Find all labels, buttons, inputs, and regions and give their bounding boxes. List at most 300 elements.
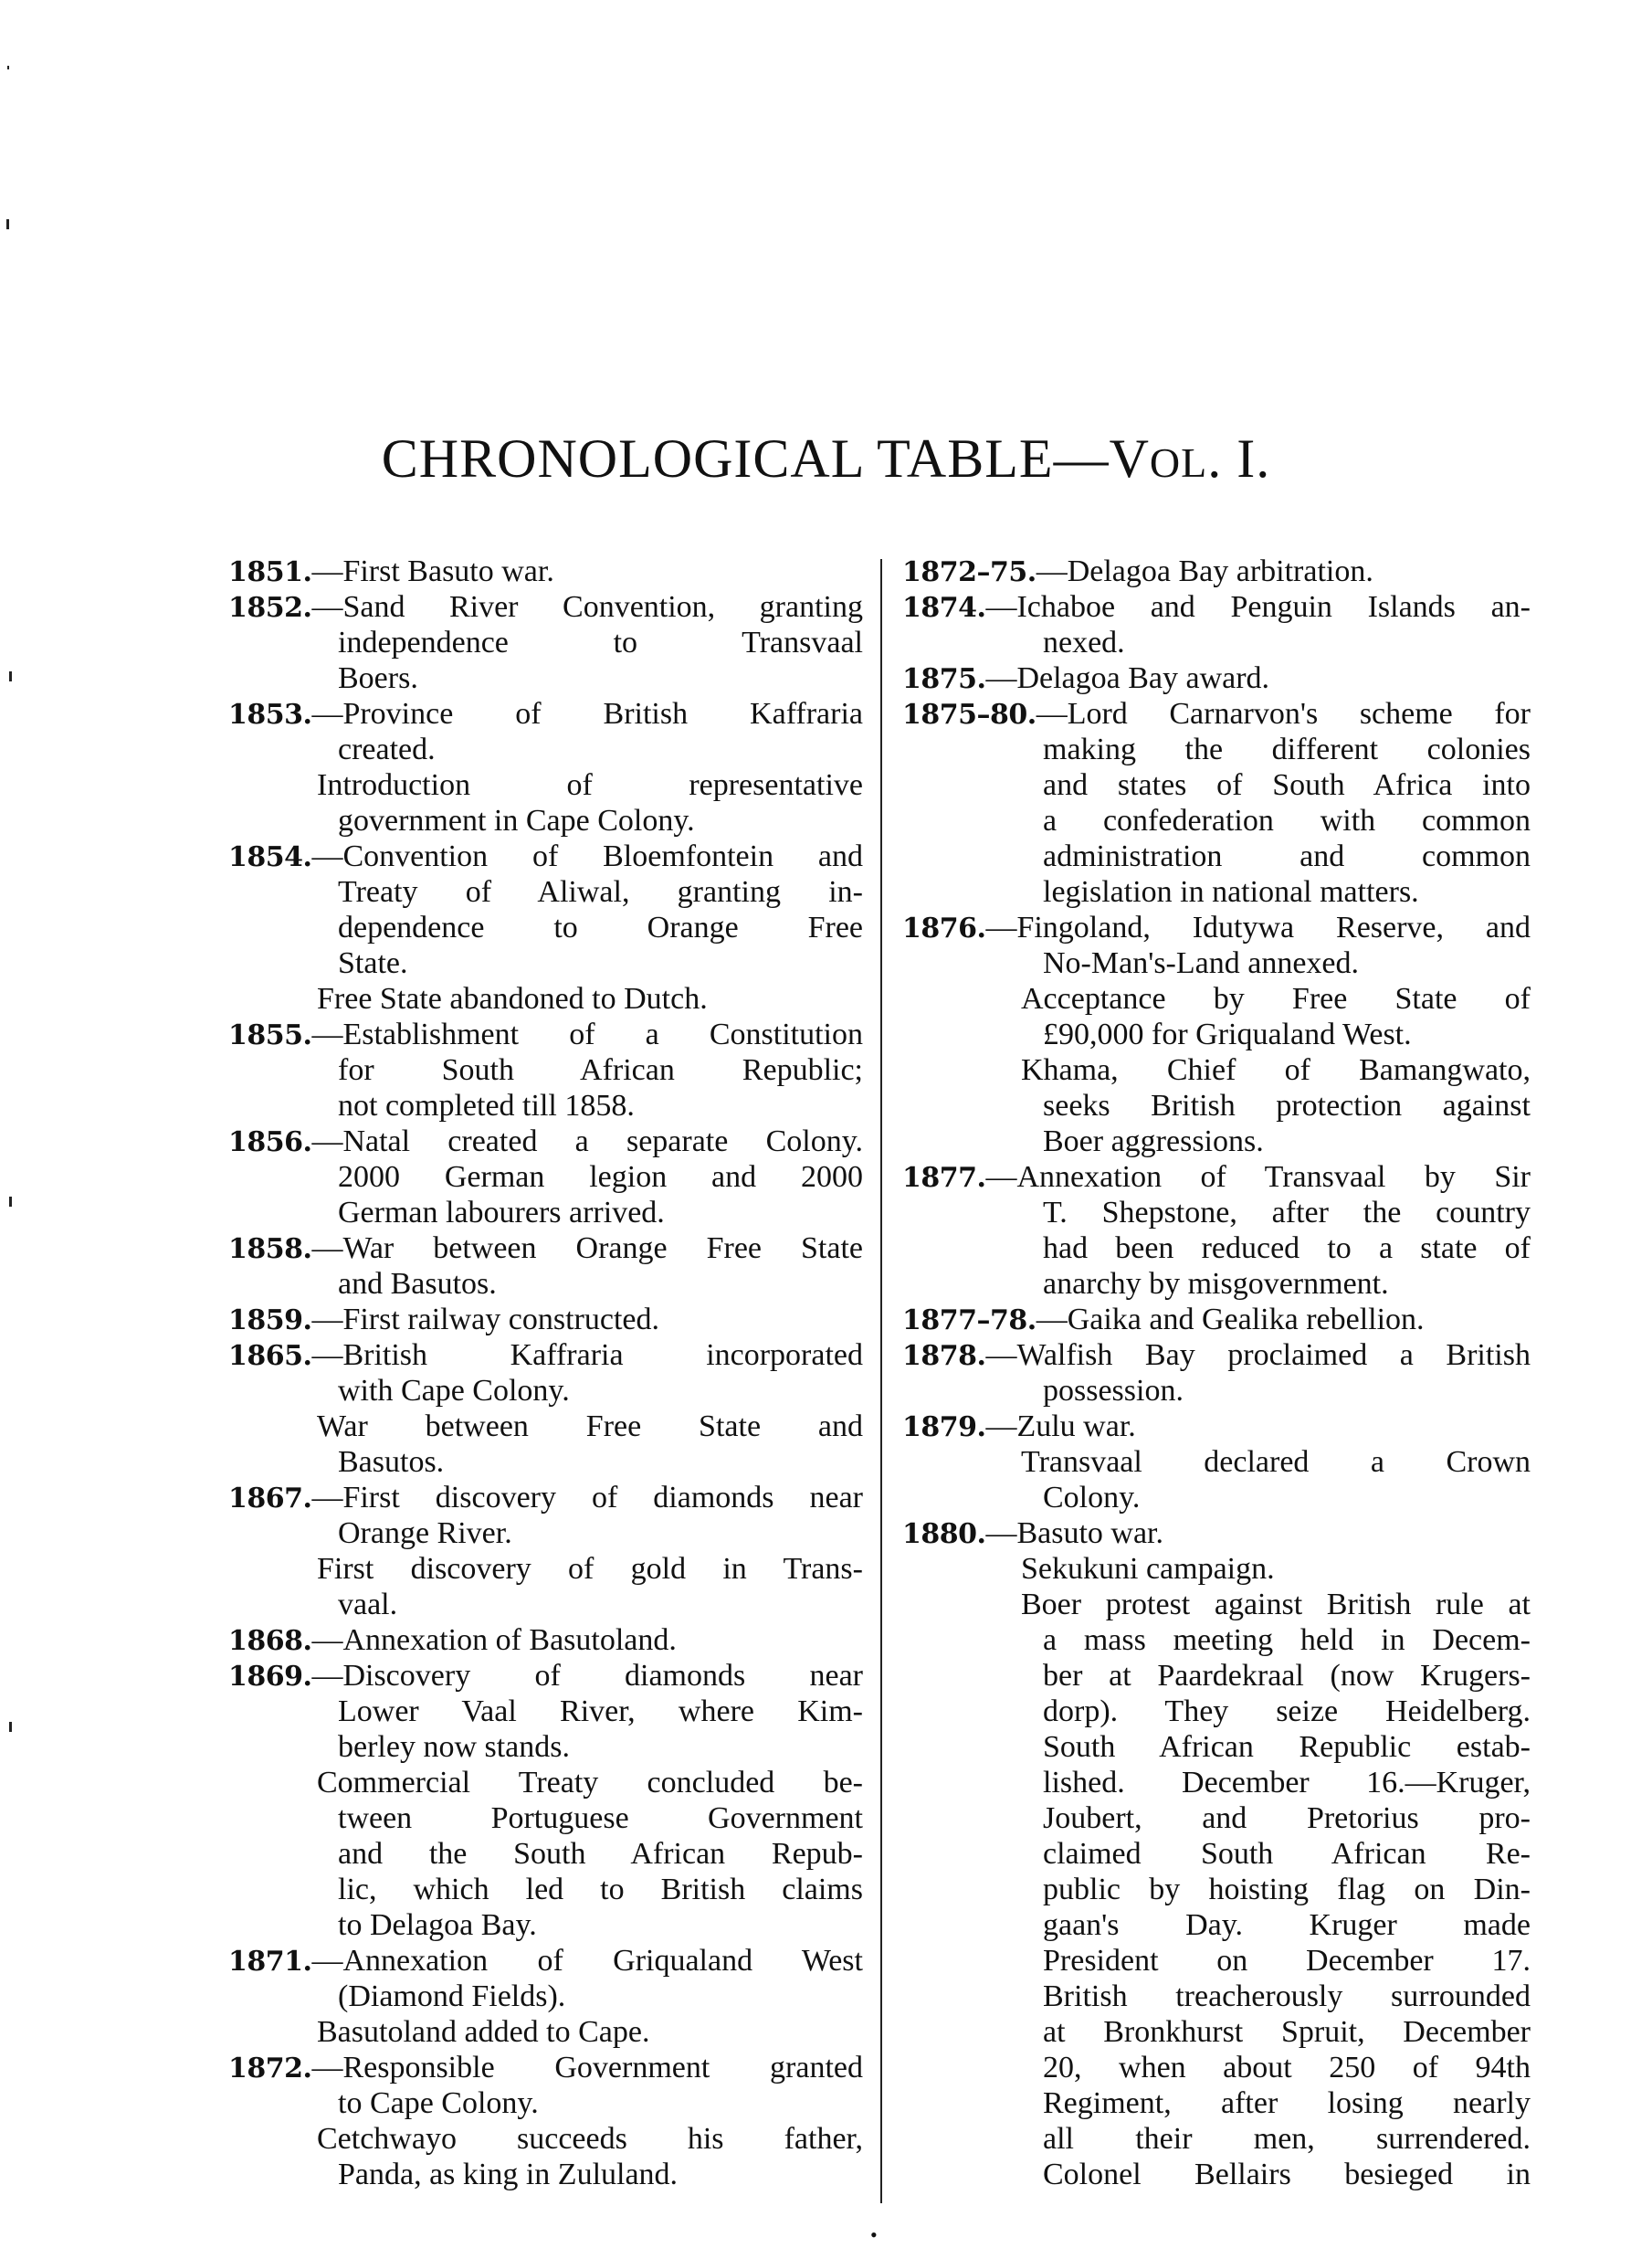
entry-text: [228, 1017, 863, 1053]
entry-description: T. Shepstone, after the country: [1043, 1196, 1531, 1230]
entry-text: [338, 732, 863, 767]
entry-description: War between Free State and: [317, 1409, 863, 1443]
chronology-line: [902, 1266, 1531, 1302]
chronology-line: [902, 803, 1531, 839]
entry-description: Colonel Bellairs besieged in: [1043, 2158, 1531, 2191]
entry-description: a confederation with common: [1043, 804, 1531, 838]
chronology-line: [228, 625, 863, 660]
entry-year: 1878.: [902, 1340, 986, 1372]
entry-text: [338, 1515, 863, 1551]
chronology-line: [902, 1088, 1531, 1124]
entry-year: 1868.: [228, 1625, 312, 1657]
entry-description: Basutos.: [338, 1445, 445, 1479]
entry-description: —Basuto war.: [985, 1516, 1163, 1550]
entry-description: Boer protest against British rule at: [1021, 1588, 1531, 1621]
entry-description: a mass meeting held in Decem-: [1043, 1623, 1531, 1657]
entry-description: Transvaal declared a Crown: [1021, 1445, 1531, 1479]
entry-text: [1043, 839, 1531, 874]
entry-description: had been reduced to a state of: [1043, 1231, 1531, 1265]
entry-text: [338, 2085, 863, 2121]
chronology-entry: [228, 1230, 863, 1266]
entry-text: [1043, 1979, 1531, 2014]
entry-text: [902, 910, 1531, 946]
entry-text: [1043, 1017, 1531, 1052]
entry-text: [338, 660, 863, 696]
title-volume: . I.: [1207, 428, 1271, 489]
entry-description: claimed South African Re-: [1043, 1837, 1531, 1871]
chronology-entry: [902, 1159, 1531, 1195]
entry-description: South African Republic estab-: [1043, 1730, 1531, 1764]
chronology-line: [228, 1195, 863, 1230]
entry-description: making the different colonies: [1043, 733, 1531, 766]
entry-description: Lower Vaal River, where Kim-: [338, 1694, 863, 1728]
entry-text: [228, 1124, 863, 1160]
entry-description: public by hoisting flag on Din-: [1043, 1873, 1531, 1906]
chronology-entry: [228, 839, 863, 874]
entry-year: 1871.: [228, 1946, 312, 1978]
chronology-entry: [902, 1515, 1531, 1551]
entry-description: ber at Paardekraal (now Krugers-: [1043, 1659, 1531, 1693]
entry-text: [1043, 1800, 1531, 1836]
chronology-line: [902, 767, 1531, 803]
chronology-entry: [228, 1480, 863, 1515]
entry-description: not completed till 1858.: [338, 1089, 635, 1123]
entry-description: —Delagoa Bay award.: [985, 661, 1270, 695]
entry-text: [1043, 2121, 1531, 2157]
entry-text: [1043, 732, 1531, 767]
entry-description: —Responsible Government granted: [311, 2051, 863, 2084]
chronology-entry: [902, 1337, 1531, 1373]
entry-text: [1043, 1480, 1531, 1515]
entry-year: 1875.: [902, 663, 986, 695]
entry-text: [1043, 803, 1531, 839]
entry-description: British treacherously surrounded: [1043, 1979, 1531, 2013]
entry-description: 20, when about 250 of 94th: [1043, 2051, 1531, 2084]
entry-description: Panda, as king in Zululand.: [338, 2158, 679, 2191]
entry-text: [902, 1515, 1531, 1552]
entry-description: —Establishment of a Constitution: [311, 1018, 863, 1051]
entry-year: 1858.: [228, 1233, 312, 1265]
entry-text: [228, 1302, 863, 1338]
entry-description: —Annexation of Griqualand West: [311, 1944, 863, 1978]
entry-text: [228, 1658, 863, 1694]
chronology-entry: [902, 554, 1531, 589]
scan-speck: [9, 671, 12, 681]
entry-description: Colony.: [1043, 1481, 1141, 1514]
entry-description: Khama, Chief of Bamangwato,: [1021, 1053, 1531, 1087]
entry-description: £90,000 for Griqualand West.: [1043, 1018, 1412, 1051]
entry-year: 1854.: [228, 841, 312, 873]
entry-description: —Natal created a separate Colony.: [311, 1124, 863, 1158]
entry-year: 1877–78.: [902, 1304, 1036, 1336]
chronology-line: [902, 839, 1531, 874]
entry-description: berley now stands.: [338, 1730, 571, 1764]
entry-year: 1872–75.: [902, 556, 1036, 588]
chronology-line: [228, 1409, 863, 1444]
entry-description: —First Basuto war.: [311, 554, 554, 588]
entry-description: gaan's Day. Kruger made: [1043, 1908, 1531, 1942]
entry-description: created.: [338, 733, 436, 766]
chronology-line: [902, 1480, 1531, 1515]
chronology-entry: [228, 1943, 863, 1979]
scan-speck: [9, 1722, 12, 1732]
chronology-line: [228, 803, 863, 839]
entry-description: Boers.: [338, 661, 418, 695]
entry-description: Joubert, and Pretorius pro-: [1043, 1801, 1531, 1835]
entry-description: No-Man's-Land annexed.: [1043, 946, 1360, 980]
entry-text: [1021, 981, 1531, 1017]
entry-description: President on December 17.: [1043, 1944, 1531, 1978]
chronology-line: [228, 1907, 863, 1943]
title-small-caps: OL: [1149, 439, 1208, 486]
entry-description: Commercial Treaty concluded be-: [317, 1766, 863, 1799]
page-title: [0, 422, 1652, 500]
entry-description: —Province of British Kaffraria: [311, 697, 863, 731]
chronology-line: [228, 1765, 863, 1800]
entry-description: all their men, surrendered.: [1043, 2122, 1531, 2156]
entry-year: 1872.: [228, 2053, 312, 2084]
entry-text: [1021, 1052, 1531, 1088]
entry-text: [1043, 1872, 1531, 1907]
chronology-line: [902, 1195, 1531, 1230]
entry-description: Regiment, after losing nearly: [1043, 2086, 1531, 2120]
entry-description: nexed.: [1043, 626, 1125, 660]
chronology-line: [902, 1551, 1531, 1587]
entry-description: State.: [338, 946, 408, 980]
entry-text: [338, 1800, 863, 1836]
entry-description: and Basutos.: [338, 1267, 497, 1301]
entry-text: [1043, 874, 1531, 910]
entry-description: seeks British protection against: [1043, 1089, 1531, 1123]
entry-description: Treaty of Aliwal, granting in-: [338, 875, 863, 909]
entry-description: at Bronkhurst Spruit, December: [1043, 2015, 1531, 2049]
chronology-line: [228, 945, 863, 981]
entry-year: 1856.: [228, 1126, 312, 1158]
scan-speck: [6, 219, 9, 229]
chronology-line: [228, 1800, 863, 1836]
entry-text: [338, 1872, 863, 1907]
entry-text: [338, 1266, 863, 1302]
entry-description: government in Cape Colony.: [338, 804, 695, 838]
scan-speck: [7, 66, 9, 69]
entry-text: [317, 1409, 863, 1444]
chronology-line: [902, 1907, 1531, 1943]
entry-text: [1043, 1729, 1531, 1765]
chronology-line: [902, 625, 1531, 660]
entry-description: to Delagoa Bay.: [338, 1908, 537, 1942]
entry-text: [902, 660, 1531, 697]
entry-text: [338, 1195, 863, 1230]
chronology-line: [902, 1622, 1531, 1658]
entry-year: 1867.: [228, 1483, 312, 1514]
chronology-line: [902, 1872, 1531, 1907]
chronology-line: [228, 1694, 863, 1729]
entry-description: —Walfish Bay proclaimed a British: [985, 1338, 1531, 1372]
title-main: CHRONOLOGICAL TABLE—V: [381, 428, 1150, 489]
column-divider: [880, 559, 882, 2203]
chronology-line: [228, 874, 863, 910]
chronology-line: [228, 910, 863, 945]
entry-text: [902, 1409, 1531, 1445]
entry-text: [228, 1480, 863, 1516]
entry-text: [338, 874, 863, 910]
entry-description: Basutoland added to Cape.: [317, 2015, 650, 2049]
entry-description: (Diamond Fields).: [338, 1979, 566, 2013]
chronology-line: [228, 732, 863, 767]
entry-text: [338, 1088, 863, 1124]
entry-description: to Cape Colony.: [338, 2086, 539, 2120]
entry-description: dorp). They seize Heidelberg.: [1043, 1694, 1531, 1728]
entry-description: —Ichaboe and Penguin Islands an-: [985, 590, 1531, 624]
chronology-line: [228, 1836, 863, 1872]
chronology-line: [228, 1088, 863, 1124]
entry-description: —Delagoa Bay arbitration.: [1036, 554, 1373, 588]
entry-year: 1853.: [228, 699, 312, 731]
chronology-line: [902, 1444, 1531, 1480]
chronology-line: [902, 945, 1531, 981]
chronology-entry: [228, 1302, 863, 1337]
entry-text: [1043, 767, 1531, 803]
chronology-line: [902, 732, 1531, 767]
chronology-line: [228, 2157, 863, 2192]
entry-text: [1043, 1765, 1531, 1800]
entry-text: [1043, 1088, 1531, 1124]
entry-description: dependence to Orange Free: [338, 911, 863, 945]
chronology-line: [228, 1266, 863, 1302]
entry-description: possession.: [1043, 1374, 1184, 1408]
entry-description: for South African Republic;: [338, 1053, 863, 1087]
chronology-line: [902, 1373, 1531, 1409]
chronology-entry: [902, 696, 1531, 732]
chronology-line: [228, 2121, 863, 2157]
left-column: [228, 554, 863, 2192]
chronology-line: [902, 2050, 1531, 2085]
entry-text: [1043, 1907, 1531, 1943]
entry-text: [338, 945, 863, 981]
entry-year: 1879.: [902, 1411, 986, 1443]
chronology-line: [902, 874, 1531, 910]
entry-description: —Discovery of diamonds near: [311, 1659, 863, 1693]
entry-text: [338, 1159, 863, 1195]
entry-description: Boer aggressions.: [1043, 1124, 1264, 1158]
entry-text: [1043, 1373, 1531, 1409]
entry-text: [1043, 1836, 1531, 1872]
chronology-entry: [228, 1017, 863, 1052]
entry-text: [317, 2121, 863, 2157]
entry-text: [317, 767, 863, 803]
entry-year: 1865.: [228, 1340, 312, 1372]
chronology-entry: [228, 554, 863, 589]
entry-text: [228, 839, 863, 875]
chronology-line: [228, 981, 863, 1017]
entry-year: 1876.: [902, 913, 986, 945]
entry-text: [1043, 1694, 1531, 1729]
entry-text: [228, 1943, 863, 1979]
entry-description: legislation in national matters.: [1043, 875, 1419, 909]
entry-text: [1043, 2157, 1531, 2192]
entry-text: [1043, 2050, 1531, 2085]
entry-year: 1859.: [228, 1304, 312, 1336]
entry-text: [228, 554, 863, 590]
chronology-entry: [228, 696, 863, 732]
chronology-entry: [902, 660, 1531, 696]
entry-description: and the South African Repub-: [338, 1837, 863, 1871]
chronology-entry: [228, 2050, 863, 2085]
entry-text: [228, 1230, 863, 1267]
entry-description: lic, which led to British claims: [338, 1873, 863, 1906]
chronology-line: [902, 1979, 1531, 2014]
entry-year: 1851.: [228, 556, 312, 588]
entry-text: [338, 1052, 863, 1088]
chronology-line: [902, 2157, 1531, 2192]
entry-text: [902, 589, 1531, 626]
chronology-line: [902, 1230, 1531, 1266]
entry-text: [338, 1979, 863, 2014]
entry-description: 2000 German legion and 2000: [338, 1160, 863, 1194]
entry-text: [1043, 625, 1531, 660]
entry-text: [1043, 1230, 1531, 1266]
chronology-line: [228, 1551, 863, 1587]
chronology-line: [902, 1729, 1531, 1765]
chronology-entry: [228, 1658, 863, 1694]
entry-text: [338, 2157, 863, 2192]
chronology-line: [228, 1515, 863, 1551]
chronology-entry: [228, 1622, 863, 1658]
chronology-line: [228, 767, 863, 803]
entry-description: —Sand River Convention, granting: [311, 590, 863, 624]
entry-description: lished. December 16.—Kruger,: [1043, 1766, 1531, 1799]
chronology-line: [228, 1729, 863, 1765]
entry-text: [1021, 1587, 1531, 1622]
chronology-line: [228, 1587, 863, 1622]
entry-year: 1869.: [228, 1661, 312, 1693]
entry-text: [1043, 2014, 1531, 2050]
entry-text: [338, 1907, 863, 1943]
chronology-line: [902, 1836, 1531, 1872]
chronology-line: [228, 1872, 863, 1907]
entry-text: [317, 2014, 863, 2050]
entry-year: 1852.: [228, 592, 312, 624]
entry-text: [902, 1159, 1531, 1196]
chronology-line: [902, 1587, 1531, 1622]
entry-text: [338, 910, 863, 945]
entry-description: German labourers arrived.: [338, 1196, 665, 1230]
chronology-entry: [228, 589, 863, 625]
entry-description: Cetchwayo succeeds his father,: [317, 2122, 863, 2156]
chronology-line: [902, 1124, 1531, 1159]
entry-text: [1043, 1124, 1531, 1159]
entry-description: with Cape Colony.: [338, 1374, 570, 1408]
chronology-line: [902, 1765, 1531, 1800]
entry-year: 1875–80.: [902, 699, 1036, 731]
entry-text: [338, 1694, 863, 1729]
right-column: [902, 554, 1531, 2192]
entry-description: Free State abandoned to Dutch.: [317, 982, 708, 1016]
entry-description: vaal.: [338, 1588, 398, 1621]
entry-text: [228, 2050, 863, 2086]
chronology-line: [902, 2085, 1531, 2121]
entry-description: and states of South Africa into: [1043, 768, 1531, 802]
entry-description: —Lord Carnarvon's scheme for: [1036, 697, 1531, 731]
chronology-entry: [902, 589, 1531, 625]
chronology-line: [902, 1943, 1531, 1979]
entry-text: [1043, 1943, 1531, 1979]
entry-text: [228, 1337, 863, 1374]
entry-text: [228, 589, 863, 626]
entry-description: Sekukuni campaign.: [1021, 1552, 1275, 1586]
chronology-line: [228, 2085, 863, 2121]
entry-year: 1855.: [228, 1019, 312, 1051]
chronology-line: [902, 1658, 1531, 1694]
chronology-line: [902, 981, 1531, 1017]
entry-text: [338, 1836, 863, 1872]
entry-text: [902, 1302, 1531, 1338]
entry-description: tween Portuguese Government: [338, 1801, 863, 1835]
chronology-entry: [228, 1337, 863, 1373]
chronology-line: [902, 1694, 1531, 1729]
signature-mark: •: [870, 2223, 878, 2246]
chronology-entry: [902, 910, 1531, 945]
entry-text: [228, 696, 863, 733]
entry-description: First discovery of gold in Trans-: [317, 1552, 863, 1586]
scan-speck: [9, 1197, 12, 1207]
entry-text: [317, 981, 863, 1017]
entry-description: Introduction of representative: [317, 768, 863, 802]
entry-text: [902, 1337, 1531, 1374]
entry-description: —Zulu war.: [985, 1409, 1136, 1443]
entry-text: [338, 803, 863, 839]
entry-text: [338, 1373, 863, 1409]
entry-text: [228, 1622, 863, 1659]
entry-description: anarchy by misgovernment.: [1043, 1267, 1389, 1301]
chronology-line: [902, 2014, 1531, 2050]
entry-description: Orange River.: [338, 1516, 512, 1550]
entry-text: [1021, 1551, 1531, 1587]
chronology-line: [228, 1159, 863, 1195]
entry-description: —Fingoland, Idutywa Reserve, and: [985, 911, 1531, 945]
entry-text: [902, 696, 1531, 733]
entry-description: —British Kaffraria incorporated: [311, 1338, 863, 1372]
entry-text: [317, 1765, 863, 1800]
chronology-line: [228, 1444, 863, 1480]
chronology-entry: [902, 1302, 1531, 1337]
entry-text: [1043, 2085, 1531, 2121]
entry-year: 1880.: [902, 1518, 986, 1550]
chronology-line: [902, 1800, 1531, 1836]
entry-text: [338, 1444, 863, 1480]
entry-text: [1043, 1195, 1531, 1230]
chronology-line: [228, 2014, 863, 2050]
chronology-line: [902, 1052, 1531, 1088]
entry-description: independence to Transvaal: [338, 626, 863, 660]
entry-text: [338, 1729, 863, 1765]
chronology-line: [902, 1017, 1531, 1052]
entry-description: administration and common: [1043, 839, 1531, 873]
entry-text: [1043, 1266, 1531, 1302]
entry-description: —First discovery of diamonds near: [311, 1481, 863, 1514]
entry-description: —First railway constructed.: [311, 1303, 659, 1336]
entry-text: [902, 554, 1531, 590]
entry-text: [1043, 1658, 1531, 1694]
entry-year: 1877.: [902, 1162, 986, 1194]
entry-text: [338, 1587, 863, 1622]
entry-description: —Convention of Bloemfontein and: [311, 839, 863, 873]
entry-description: —Annexation of Basutoland.: [311, 1623, 677, 1657]
entry-description: Acceptance by Free State of: [1021, 982, 1531, 1016]
entry-text: [317, 1551, 863, 1587]
entry-text: [1021, 1444, 1531, 1480]
entry-description: —Annexation of Transvaal by Sir: [985, 1160, 1531, 1194]
